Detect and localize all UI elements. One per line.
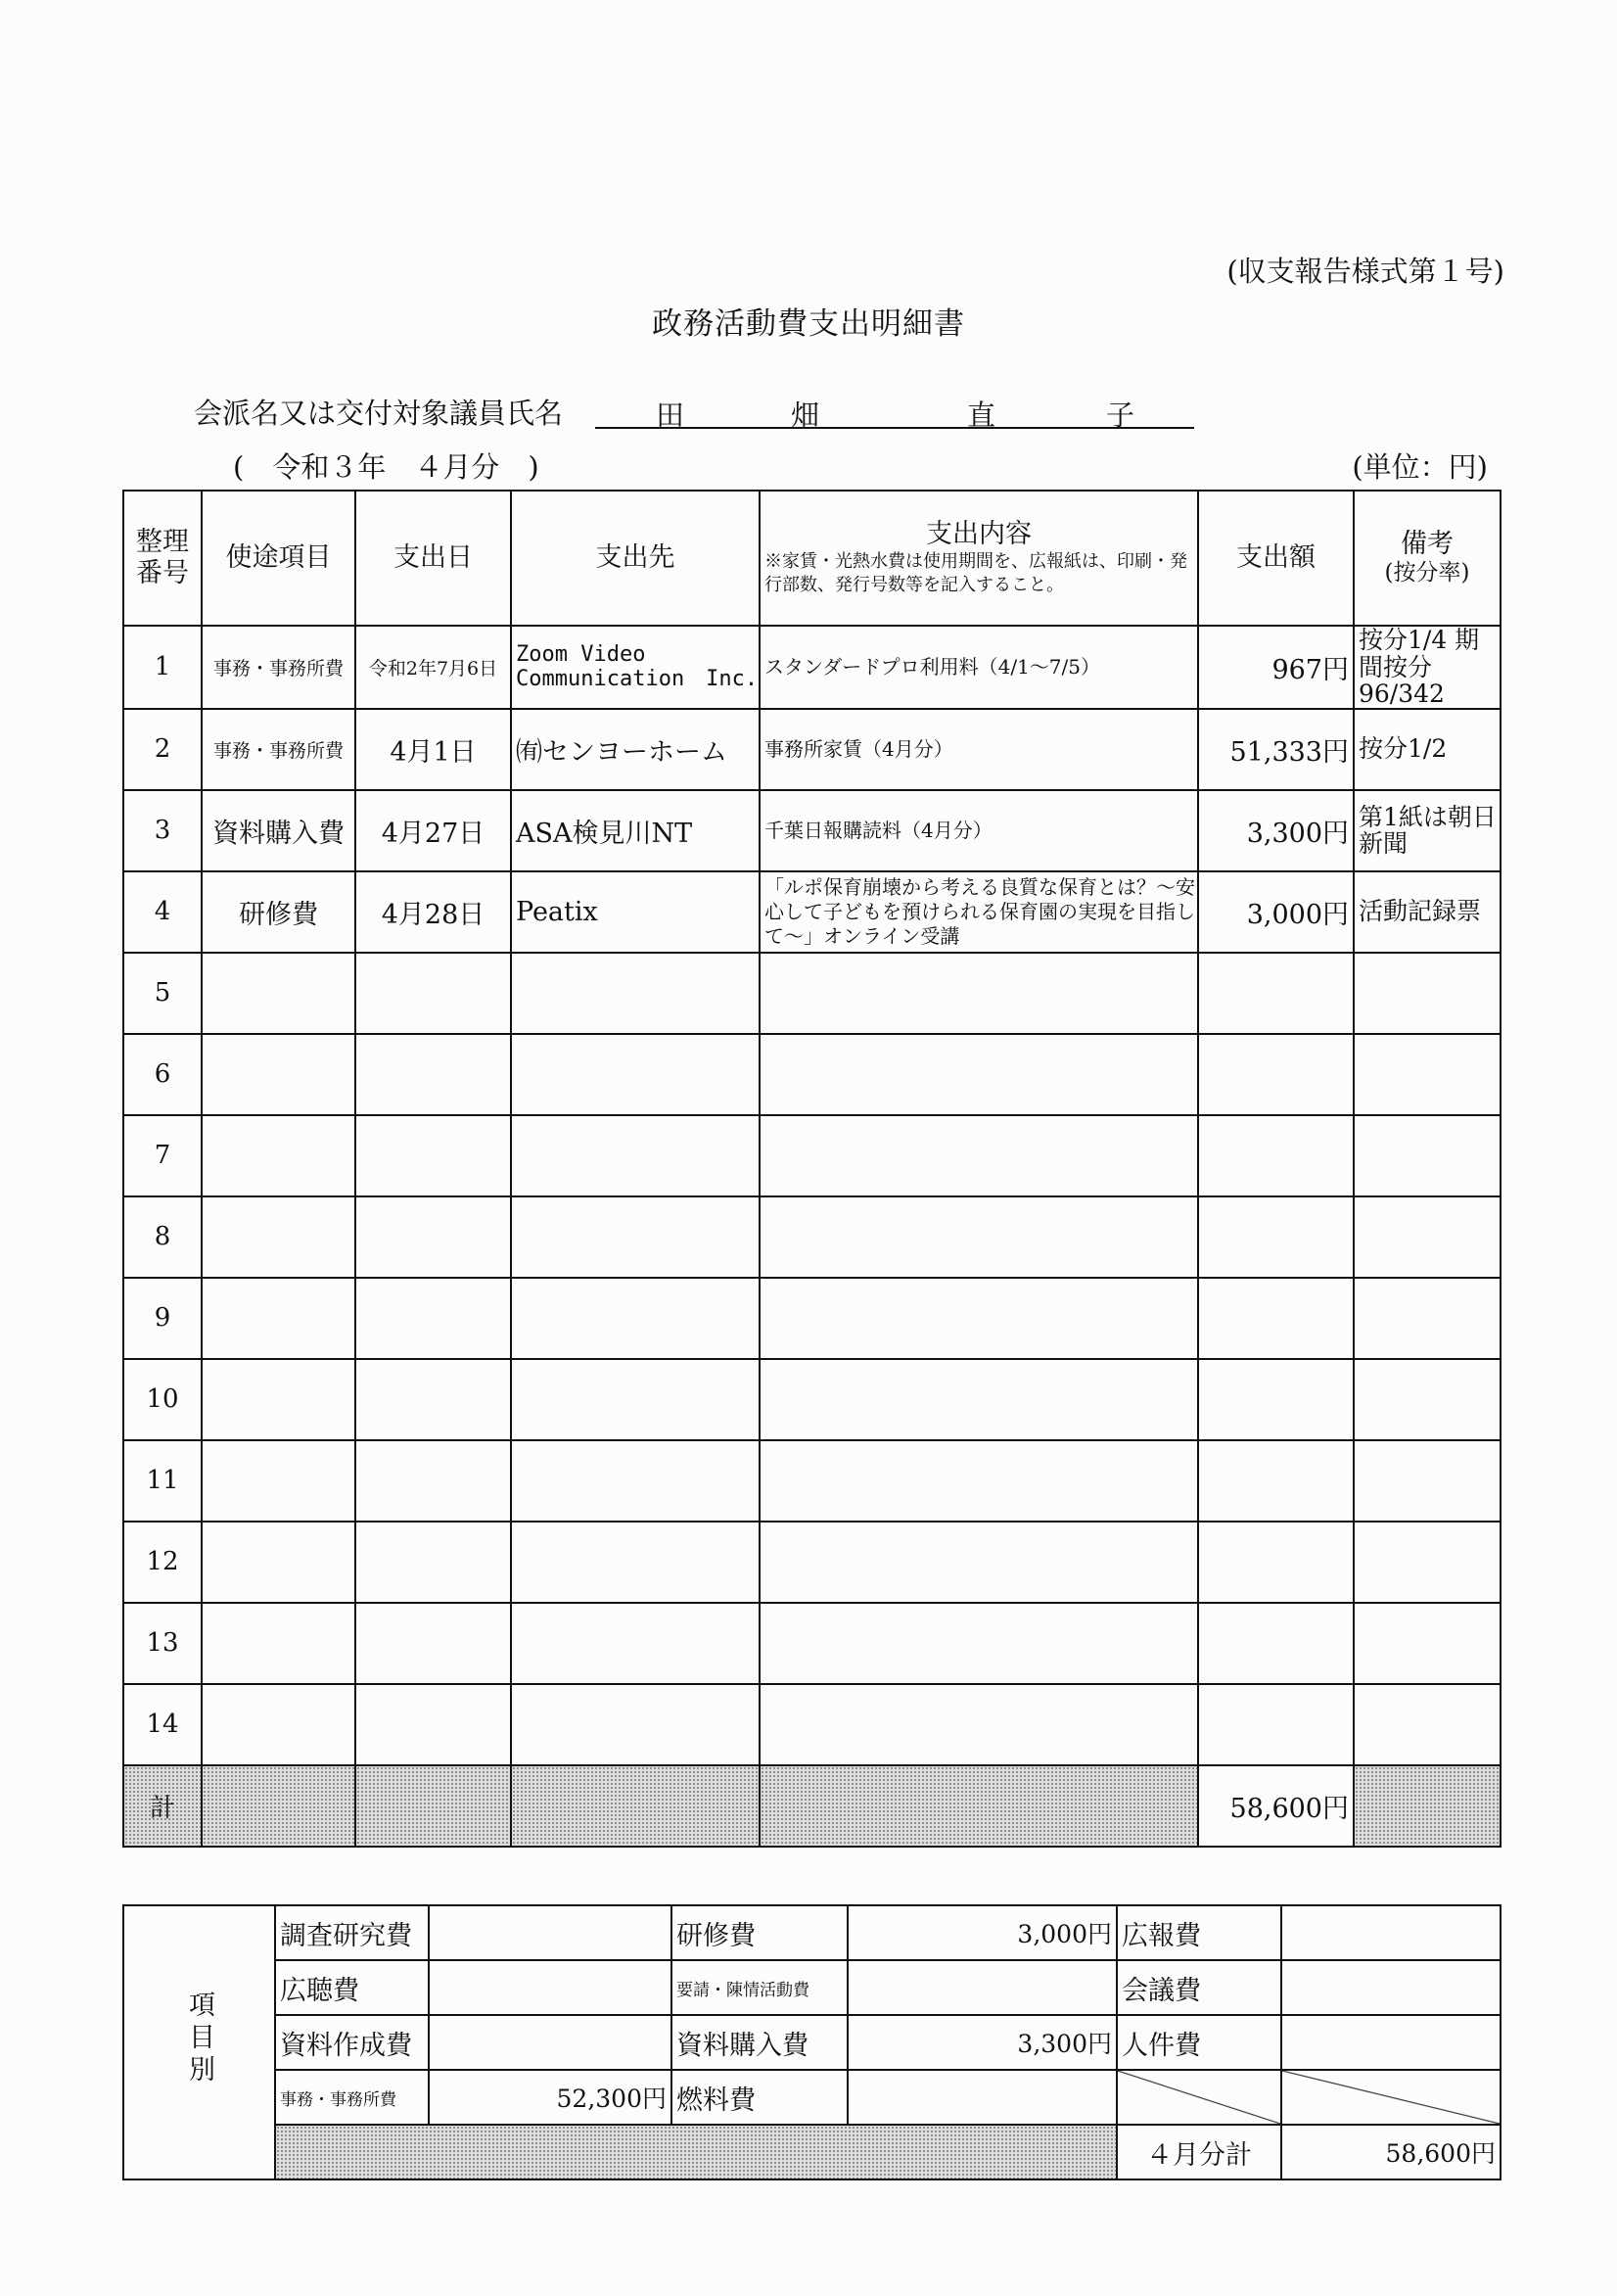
cell-payee xyxy=(511,1684,760,1765)
cell-remarks xyxy=(1354,953,1501,1034)
cell-content xyxy=(760,1440,1198,1522)
cell-no: 9 xyxy=(123,1278,202,1359)
cell-no: 12 xyxy=(123,1522,202,1603)
cell-date xyxy=(355,1034,511,1115)
cell-amount xyxy=(1198,1440,1354,1522)
cell-remarks: 按分1/4 期間按分 96/342 xyxy=(1354,626,1501,709)
shaded-cell xyxy=(275,2125,1117,2179)
header-use: 使途項目 xyxy=(202,491,355,626)
cell-remarks xyxy=(1354,1034,1501,1115)
cell-amount xyxy=(1198,1115,1354,1196)
cell-payee xyxy=(511,953,760,1034)
cell-no: 11 xyxy=(123,1440,202,1522)
cell-remarks xyxy=(1354,1196,1501,1278)
category-office: 事務・事務所費 xyxy=(275,2070,429,2125)
table-row xyxy=(123,709,1501,790)
cell-content xyxy=(760,1034,1198,1115)
cell-date: 4月1日 xyxy=(355,709,511,790)
table-row xyxy=(123,1359,1501,1440)
summary-total-row xyxy=(123,2125,1501,2179)
header-no: 整理番号 xyxy=(123,491,202,626)
cell-date xyxy=(355,1115,511,1196)
cell-date: 4月28日 xyxy=(355,871,511,953)
header-amount: 支出額 xyxy=(1198,491,1354,626)
cell-content xyxy=(760,1522,1198,1603)
category-pr: 広報費 xyxy=(1117,1905,1281,1960)
cell-amount xyxy=(1198,1278,1354,1359)
summary-row xyxy=(123,1905,1501,1960)
cell-use: 資料購入費 xyxy=(202,790,355,871)
shaded-cell xyxy=(511,1765,760,1847)
value-doc-creation xyxy=(429,2015,671,2070)
cell-content: 千葉日報購読料（4月分） xyxy=(760,790,1198,871)
cell-payee xyxy=(511,1196,760,1278)
cell-payee xyxy=(511,1278,760,1359)
cell-use xyxy=(202,1115,355,1196)
cell-no: 5 xyxy=(123,953,202,1034)
value-office: 52,300円 xyxy=(429,2070,671,2125)
cell-amount xyxy=(1198,1359,1354,1440)
table-row xyxy=(123,1115,1501,1196)
cell-content xyxy=(760,1278,1198,1359)
cell-content xyxy=(760,953,1198,1034)
total-amount: 58,600円 xyxy=(1198,1765,1354,1847)
cell-date xyxy=(355,1196,511,1278)
total-row xyxy=(123,1765,1501,1847)
category-doc-creation: 資料作成費 xyxy=(275,2015,429,2070)
cell-amount: 3,300円 xyxy=(1198,790,1354,871)
name-char: 子 xyxy=(1106,398,1135,432)
category-summary-table xyxy=(122,1904,1502,2180)
category-hearing: 広聴費 xyxy=(275,1960,429,2015)
cell-payee: ㈲センヨーホーム xyxy=(511,709,760,790)
shaded-cell xyxy=(1354,1765,1501,1847)
diagonal-cell xyxy=(1117,2070,1281,2125)
header-remarks-sub: (按分率) xyxy=(1384,560,1470,586)
cell-remarks xyxy=(1354,1115,1501,1196)
table-row xyxy=(123,1522,1501,1603)
cell-content xyxy=(760,1115,1198,1196)
cell-payee xyxy=(511,1359,760,1440)
name-label: 会派名又は交付対象議員氏名 xyxy=(194,397,564,430)
cell-amount xyxy=(1198,1034,1354,1115)
cell-no: 13 xyxy=(123,1603,202,1684)
cell-remarks xyxy=(1354,1359,1501,1440)
name-char: 畑 xyxy=(791,398,820,432)
cell-date xyxy=(355,1278,511,1359)
side-label-cell xyxy=(123,1905,275,2179)
period: ( 令和３年 ４月分 ) xyxy=(233,450,539,484)
table-row xyxy=(123,1278,1501,1359)
name-field xyxy=(595,394,1194,432)
cell-payee xyxy=(511,1440,760,1522)
cell-payee xyxy=(511,1522,760,1603)
cell-content: 事務所家賃（4月分） xyxy=(760,709,1198,790)
cell-payee xyxy=(511,1034,760,1115)
value-training: 3,000円 xyxy=(848,1905,1117,1960)
cell-remarks xyxy=(1354,1278,1501,1359)
shaded-cell xyxy=(202,1765,355,1847)
cell-amount xyxy=(1198,1196,1354,1278)
table-row xyxy=(123,871,1501,953)
cell-remarks: 按分1/2 xyxy=(1354,709,1501,790)
table-row xyxy=(123,1034,1501,1115)
shaded-cell xyxy=(760,1765,1198,1847)
table-row xyxy=(123,790,1501,871)
category-fuel: 燃料費 xyxy=(671,2070,848,2125)
cell-no: 7 xyxy=(123,1115,202,1196)
cell-date xyxy=(355,1359,511,1440)
value-petition xyxy=(848,1960,1117,2015)
header-remarks-title: 備考 xyxy=(1401,529,1454,559)
cell-content xyxy=(760,1684,1198,1765)
category-doc-purchase: 資料購入費 xyxy=(671,2015,848,2070)
cell-payee: ASA検見川NT xyxy=(511,790,760,871)
cell-use xyxy=(202,1196,355,1278)
header-payee: 支出先 xyxy=(511,491,760,626)
value-pr xyxy=(1281,1905,1501,1960)
value-personnel xyxy=(1281,2015,1501,2070)
table-row xyxy=(123,1684,1501,1765)
cell-remarks: 活動記録票 xyxy=(1354,871,1501,953)
name-char: 田 xyxy=(656,398,685,432)
cell-no: 2 xyxy=(123,709,202,790)
summary-row xyxy=(123,2015,1501,2070)
header-content xyxy=(760,491,1198,626)
category-petition: 要請・陳情活動費 xyxy=(671,1960,848,2015)
header-date: 支出日 xyxy=(355,491,511,626)
table-row xyxy=(123,1196,1501,1278)
cell-use xyxy=(202,1278,355,1359)
cell-amount xyxy=(1198,1603,1354,1684)
cell-use xyxy=(202,1034,355,1115)
cell-use: 研修費 xyxy=(202,871,355,953)
cell-amount xyxy=(1198,1684,1354,1765)
category-training: 研修費 xyxy=(671,1905,848,1960)
cell-no: 8 xyxy=(123,1196,202,1278)
cell-use xyxy=(202,1440,355,1522)
value-doc-purchase: 3,300円 xyxy=(848,2015,1117,2070)
table-row xyxy=(123,1440,1501,1522)
cell-content xyxy=(760,1359,1198,1440)
cell-remarks: 第1紙は朝日新聞 xyxy=(1354,790,1501,871)
month-total-value: 58,600円 xyxy=(1281,2125,1501,2179)
value-hearing xyxy=(429,1960,671,2015)
cell-date: 令和2年7月6日 xyxy=(355,626,511,709)
cell-date xyxy=(355,953,511,1034)
cell-amount xyxy=(1198,953,1354,1034)
summary-row xyxy=(123,1960,1501,2015)
header-remarks xyxy=(1354,491,1501,626)
cell-date: 4月27日 xyxy=(355,790,511,871)
cell-amount: 51,333円 xyxy=(1198,709,1354,790)
shaded-cell xyxy=(355,1765,511,1847)
cell-content: 「ルポ保育崩壊から考える良質な保育とは？～安心して子どもを預けられる保育園の実現を目指して～」オンライン受講 xyxy=(760,871,1198,953)
cell-content xyxy=(760,1196,1198,1278)
cell-amount xyxy=(1198,1522,1354,1603)
cell-content xyxy=(760,1603,1198,1684)
category-research: 調査研究費 xyxy=(275,1905,429,1960)
cell-payee: Peatix xyxy=(511,871,760,953)
table-header-row xyxy=(123,491,1501,626)
cell-date xyxy=(355,1684,511,1765)
cell-use: 事務・事務所費 xyxy=(202,626,355,709)
cell-amount: 3,000円 xyxy=(1198,871,1354,953)
summary-row xyxy=(123,2070,1501,2125)
table-row xyxy=(123,1603,1501,1684)
table-row xyxy=(123,626,1501,709)
cell-date xyxy=(355,1522,511,1603)
cell-no: 1 xyxy=(123,626,202,709)
cell-use xyxy=(202,1603,355,1684)
cell-payee xyxy=(511,1603,760,1684)
cell-use: 事務・事務所費 xyxy=(202,709,355,790)
side-label: 項目別 xyxy=(184,1991,214,2087)
cell-use xyxy=(202,1522,355,1603)
cell-use xyxy=(202,1684,355,1765)
total-label: 計 xyxy=(123,1765,202,1847)
cell-remarks xyxy=(1354,1440,1501,1522)
cell-payee: Zoom Video Communication Inc. xyxy=(511,626,760,709)
unit-label: (単位：円) xyxy=(1352,450,1488,484)
cell-no: 3 xyxy=(123,790,202,871)
diagonal-cell xyxy=(1281,2070,1501,2125)
month-total-label: ４月分計 xyxy=(1117,2125,1281,2179)
cell-no: 14 xyxy=(123,1684,202,1765)
cell-payee xyxy=(511,1115,760,1196)
cell-use xyxy=(202,1359,355,1440)
cell-amount: 967円 xyxy=(1198,626,1354,709)
cell-remarks xyxy=(1354,1684,1501,1765)
cell-date xyxy=(355,1603,511,1684)
cell-no: 10 xyxy=(123,1359,202,1440)
name-char: 直 xyxy=(967,398,996,432)
cell-remarks xyxy=(1354,1522,1501,1603)
value-fuel xyxy=(848,2070,1117,2125)
header-content-note: ※家賃・光熱水費は使用期間を、広報紙は、印刷・発行部数、発行号数等を記入すること。 xyxy=(764,550,1187,596)
page-title: 政務活動費支出明細書 xyxy=(652,306,965,342)
value-meeting xyxy=(1281,1960,1501,2015)
header-content-title: 支出内容 xyxy=(926,518,1032,549)
value-research xyxy=(429,1905,671,1960)
table-row xyxy=(123,953,1501,1034)
category-meeting: 会議費 xyxy=(1117,1960,1281,2015)
form-number: (収支報告様式第１号) xyxy=(1226,255,1504,288)
cell-remarks xyxy=(1354,1603,1501,1684)
cell-no: 4 xyxy=(123,871,202,953)
category-personnel: 人件費 xyxy=(1117,2015,1281,2070)
expense-table xyxy=(122,490,1502,1848)
cell-date xyxy=(355,1440,511,1522)
cell-no: 6 xyxy=(123,1034,202,1115)
cell-content: スタンダードプロ利用料（4/1～7/5） xyxy=(760,626,1198,709)
cell-use xyxy=(202,953,355,1034)
